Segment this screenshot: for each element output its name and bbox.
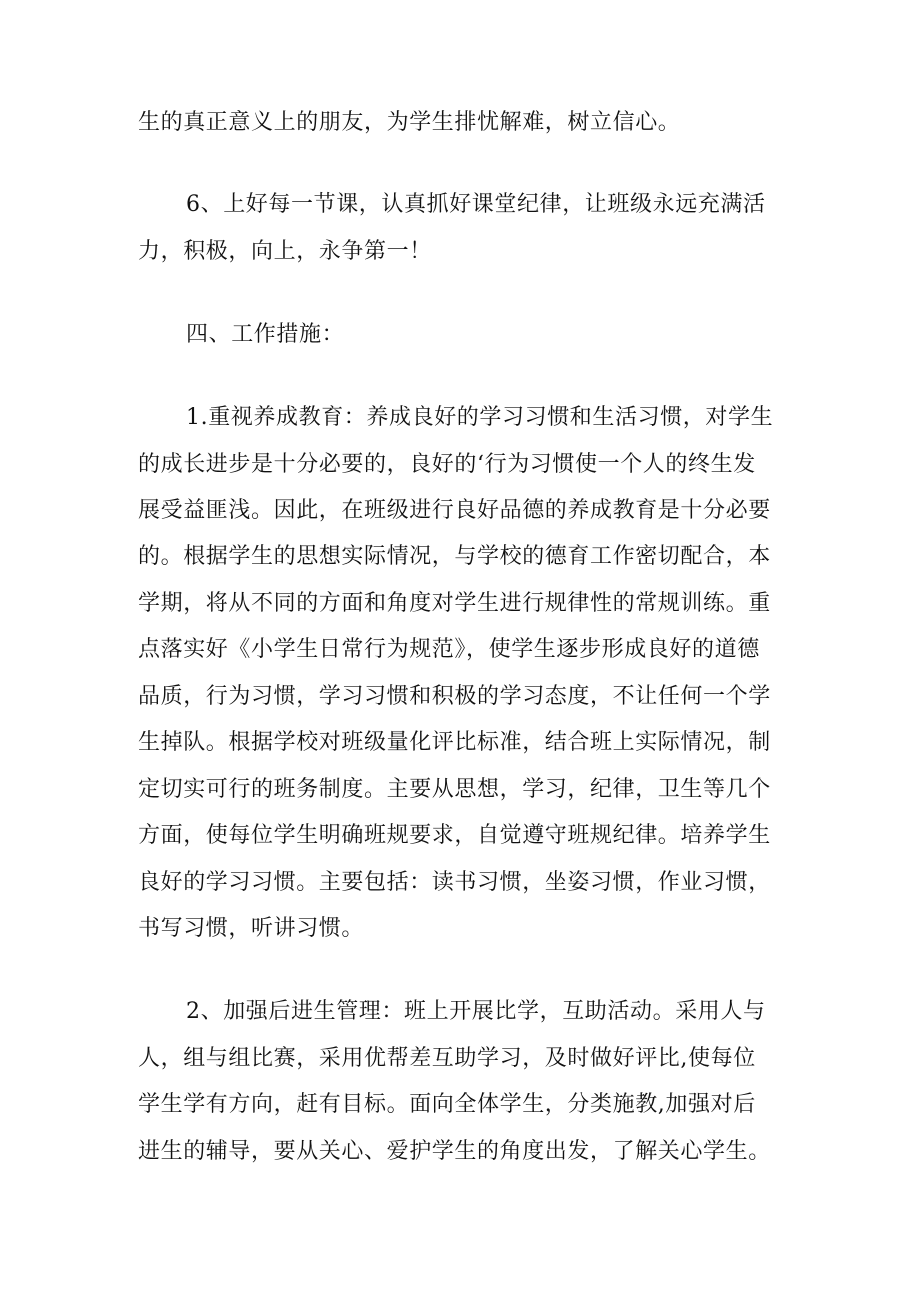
measure-2-line-2: 人，组与组比赛，采用优帮差互助学习，及时做好评比,使每位: [138, 1046, 756, 1071]
measure-1-line-12: 书写习惯，听讲习惯。: [138, 916, 365, 941]
measure-1-line-2: 的成长进步是十分必要的，良好的‘行为习惯使一个人的终生发: [138, 452, 756, 477]
paragraph-continuation-line-1: 生的真正意义上的朋友，为学生排忧解难，树立信心。: [138, 110, 681, 135]
measure-1-line-4: 的。根据学生的思想实际情况，与学校的德育工作密切配合，本: [138, 544, 771, 569]
measure-1-line-6: 点落实好《小学生日常行为规范》，使学生逐步形成良好的道德: [138, 637, 760, 662]
measure-1-line-10: 方面，使每位学生明确班规要求，自觉遵守班规纪律。培养学生: [138, 823, 771, 848]
measure-2-line-3: 学生学有方向，赶有目标。面向全体学生，分类施教,加强对后: [138, 1092, 756, 1117]
measure-1-line-1: 1.重视养成教育：养成良好的学习习惯和生活习惯，对学生: [186, 405, 774, 430]
measure-1-line-8: 生掉队。根据学校对班级量化评比标准，结合班上实际情况，制: [138, 730, 771, 755]
measure-1-line-11: 良好的学习习惯。主要包括：读书习惯，坐姿习惯，作业习惯，: [138, 870, 771, 895]
measure-2-line-4: 进生的辅导，要从关心、爱护学生的角度出发，了解关心学生。: [138, 1139, 771, 1164]
section-heading: 四、工作措施：: [186, 322, 345, 347]
measure-1-line-3: 展受益匪浅。因此，在班级进行良好品德的养成教育是十分必要: [138, 498, 771, 523]
measure-1-line-9: 定切实可行的班务制度。主要从思想，学习，纪律，卫生等几个: [138, 777, 771, 802]
measure-1-line-7: 品质，行为习惯，学习习惯和积极的学习态度，不让任何一个学: [138, 684, 771, 709]
item-6-line-2: 力，积极，向上，永争第一！: [138, 239, 432, 264]
measure-1-line-5: 学期，将从不同的方面和角度对学生进行规律性的常规训练。重: [138, 591, 771, 616]
measure-2-line-1: 2、加强后进生管理：班上开展比学，互助活动。采用人与: [186, 999, 766, 1024]
item-6-line-1: 6、上好每一节课，认真抓好课堂纪律，让班级永远充满活: [186, 192, 766, 217]
